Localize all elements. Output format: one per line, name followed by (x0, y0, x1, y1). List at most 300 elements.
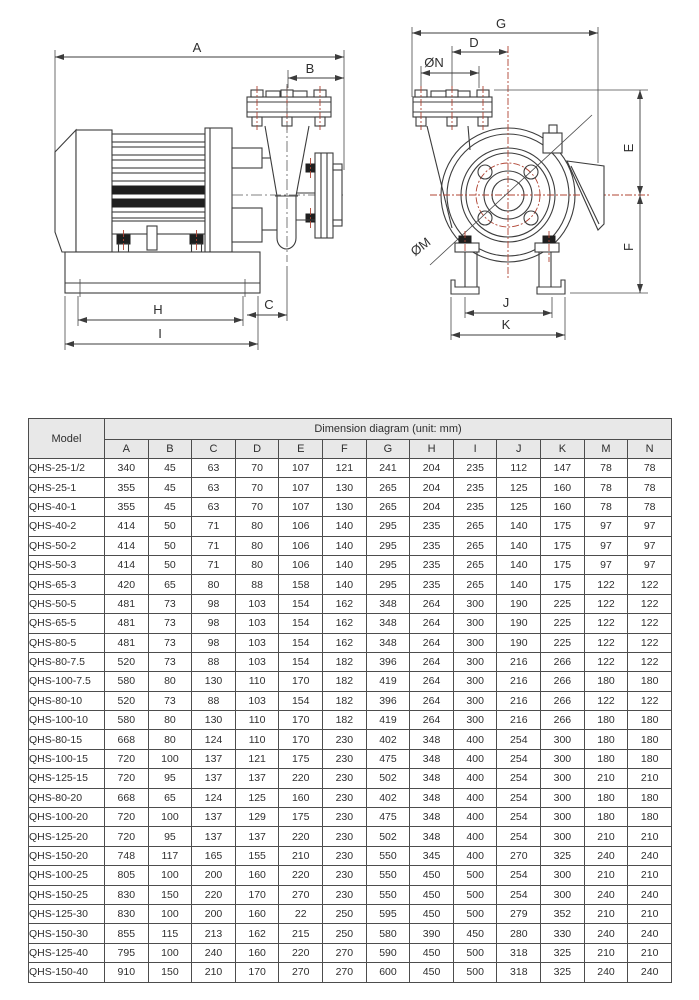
value-cell: 352 (541, 904, 585, 923)
value-cell: 668 (105, 788, 149, 807)
value-cell: 230 (323, 846, 367, 865)
value-cell: 180 (584, 808, 628, 827)
value-cell: 240 (584, 924, 628, 943)
value-cell: 795 (105, 943, 149, 962)
table-row (29, 808, 672, 827)
value-cell: 125 (497, 497, 541, 516)
value-cell: 154 (279, 633, 323, 652)
dim-label-c: C (264, 297, 274, 312)
value-cell: 106 (279, 517, 323, 536)
value-cell: 122 (584, 594, 628, 613)
value-cell: 419 (366, 672, 410, 691)
value-cell: 170 (279, 730, 323, 749)
value-cell: 300 (541, 827, 585, 846)
value-cell: 180 (628, 730, 672, 749)
value-cell: 400 (453, 788, 497, 807)
value-cell: 500 (453, 904, 497, 923)
value-cell: 180 (584, 788, 628, 807)
value-cell: 117 (148, 846, 192, 865)
dim-label-m: ØM (407, 234, 434, 259)
model-cell: QHS-125-30 (29, 904, 105, 923)
value-cell: 580 (105, 711, 149, 730)
value-cell: 300 (541, 866, 585, 885)
value-cell: 22 (279, 904, 323, 923)
model-cell: QHS-25-1/2 (29, 459, 105, 478)
value-cell: 160 (235, 904, 279, 923)
column-header-i: I (453, 440, 497, 459)
value-cell: 110 (235, 711, 279, 730)
value-cell: 230 (323, 885, 367, 904)
dim-label-a: A (192, 40, 202, 55)
model-cell: QHS-80-10 (29, 691, 105, 710)
value-cell: 220 (279, 866, 323, 885)
value-cell: 240 (584, 963, 628, 982)
value-cell: 80 (235, 536, 279, 555)
table-row (29, 846, 672, 865)
value-cell: 137 (192, 749, 236, 768)
column-header-g: G (366, 440, 410, 459)
value-cell: 180 (584, 730, 628, 749)
value-cell: 98 (192, 633, 236, 652)
dim-label-b: B (305, 61, 315, 76)
column-header-c: C (192, 440, 236, 459)
value-cell: 73 (148, 633, 192, 652)
value-cell: 140 (497, 555, 541, 574)
value-cell: 210 (628, 769, 672, 788)
value-cell: 110 (235, 672, 279, 691)
value-cell: 254 (497, 885, 541, 904)
value-cell: 73 (148, 614, 192, 633)
value-cell: 500 (453, 866, 497, 885)
value-cell: 180 (628, 672, 672, 691)
column-header-n: N (628, 440, 672, 459)
value-cell: 254 (497, 769, 541, 788)
value-cell: 500 (453, 963, 497, 982)
value-cell: 210 (584, 866, 628, 885)
value-cell: 175 (541, 575, 585, 594)
value-cell: 830 (105, 904, 149, 923)
value-cell: 225 (541, 614, 585, 633)
table-row (29, 749, 672, 768)
value-cell: 130 (323, 497, 367, 516)
value-cell: 137 (192, 769, 236, 788)
value-cell: 175 (541, 555, 585, 574)
value-cell: 270 (323, 963, 367, 982)
value-cell: 125 (497, 478, 541, 497)
value-cell: 215 (279, 924, 323, 943)
value-cell: 98 (192, 614, 236, 633)
value-cell: 400 (453, 749, 497, 768)
value-cell: 720 (105, 808, 149, 827)
value-cell: 855 (105, 924, 149, 943)
value-cell: 175 (541, 536, 585, 555)
dim-label-k: K (501, 317, 511, 332)
column-header-h: H (410, 440, 454, 459)
value-cell: 225 (541, 594, 585, 613)
value-cell: 80 (192, 575, 236, 594)
value-cell: 400 (453, 769, 497, 788)
value-cell: 107 (279, 459, 323, 478)
value-cell: 450 (410, 943, 454, 962)
value-cell: 97 (584, 536, 628, 555)
value-cell: 720 (105, 749, 149, 768)
value-cell: 63 (192, 478, 236, 497)
value-cell: 265 (453, 517, 497, 536)
value-cell: 140 (497, 575, 541, 594)
value-cell: 520 (105, 691, 149, 710)
table-row (29, 555, 672, 574)
value-cell: 162 (323, 633, 367, 652)
dimension-table (28, 418, 672, 983)
value-cell: 240 (628, 924, 672, 943)
model-cell: QHS-80-5 (29, 633, 105, 652)
value-cell: 400 (453, 846, 497, 865)
value-cell: 190 (497, 614, 541, 633)
value-cell: 98 (192, 594, 236, 613)
value-cell: 107 (279, 497, 323, 516)
value-cell: 103 (235, 614, 279, 633)
value-cell: 155 (235, 846, 279, 865)
value-cell: 348 (366, 614, 410, 633)
value-cell: 170 (235, 963, 279, 982)
table-row (29, 924, 672, 943)
column-header-m: M (584, 440, 628, 459)
value-cell: 481 (105, 594, 149, 613)
value-cell: 122 (584, 575, 628, 594)
value-cell: 80 (148, 730, 192, 749)
value-cell: 121 (323, 459, 367, 478)
value-cell: 241 (366, 459, 410, 478)
value-cell: 175 (279, 749, 323, 768)
value-cell: 348 (410, 808, 454, 827)
table-row (29, 459, 672, 478)
value-cell: 210 (628, 943, 672, 962)
value-cell: 250 (323, 924, 367, 943)
table-row (29, 497, 672, 516)
value-cell: 254 (497, 866, 541, 885)
value-cell: 345 (410, 846, 454, 865)
value-cell: 80 (235, 555, 279, 574)
value-cell: 137 (192, 827, 236, 846)
value-cell: 50 (148, 536, 192, 555)
value-cell: 220 (279, 769, 323, 788)
value-cell: 402 (366, 730, 410, 749)
value-cell: 270 (497, 846, 541, 865)
value-cell: 122 (628, 652, 672, 671)
value-cell: 235 (410, 517, 454, 536)
value-cell: 355 (105, 497, 149, 516)
value-cell: 266 (541, 672, 585, 691)
value-cell: 160 (541, 497, 585, 516)
value-cell: 154 (279, 652, 323, 671)
value-cell: 300 (541, 730, 585, 749)
value-cell: 240 (628, 885, 672, 904)
value-cell: 254 (497, 730, 541, 749)
value-cell: 300 (541, 885, 585, 904)
value-cell: 88 (192, 652, 236, 671)
value-cell: 420 (105, 575, 149, 594)
value-cell: 235 (453, 478, 497, 497)
value-cell: 210 (628, 904, 672, 923)
value-cell: 106 (279, 536, 323, 555)
value-cell: 147 (541, 459, 585, 478)
column-header-a: A (105, 440, 149, 459)
value-cell: 182 (323, 652, 367, 671)
value-cell: 250 (323, 904, 367, 923)
value-cell: 180 (584, 711, 628, 730)
value-cell: 160 (279, 788, 323, 807)
value-cell: 580 (366, 924, 410, 943)
value-cell: 225 (541, 633, 585, 652)
value-cell: 348 (366, 594, 410, 613)
model-cell: QHS-100-25 (29, 866, 105, 885)
column-header-b: B (148, 440, 192, 459)
model-cell: QHS-150-20 (29, 846, 105, 865)
value-cell: 235 (453, 497, 497, 516)
dim-label-f: F (621, 243, 636, 251)
bolt-circle-leader (430, 115, 592, 265)
value-cell: 180 (628, 808, 672, 827)
dim-label-e: E (621, 143, 636, 153)
value-cell: 80 (235, 517, 279, 536)
value-cell: 137 (192, 808, 236, 827)
value-cell: 115 (148, 924, 192, 943)
value-cell: 300 (453, 614, 497, 633)
value-cell: 265 (453, 575, 497, 594)
value-cell: 122 (628, 594, 672, 613)
value-cell: 500 (453, 943, 497, 962)
value-cell: 414 (105, 536, 149, 555)
column-header-j: J (497, 440, 541, 459)
value-cell: 230 (323, 866, 367, 885)
table-row (29, 633, 672, 652)
value-cell: 78 (584, 497, 628, 516)
value-cell: 122 (628, 614, 672, 633)
value-cell: 265 (366, 497, 410, 516)
value-cell: 300 (541, 749, 585, 768)
value-cell: 162 (235, 924, 279, 943)
value-cell: 216 (497, 691, 541, 710)
motor-body (55, 128, 232, 252)
value-cell: 230 (323, 827, 367, 846)
value-cell: 63 (192, 459, 236, 478)
value-cell: 122 (584, 691, 628, 710)
value-cell: 154 (279, 594, 323, 613)
model-cell: QHS-50-3 (29, 555, 105, 574)
value-cell: 80 (148, 672, 192, 691)
value-cell: 270 (323, 943, 367, 962)
value-cell: 100 (148, 808, 192, 827)
table-row (29, 769, 672, 788)
value-cell: 175 (541, 517, 585, 536)
value-cell: 129 (235, 808, 279, 827)
value-cell: 165 (192, 846, 236, 865)
value-cell: 70 (235, 497, 279, 516)
value-cell: 580 (105, 672, 149, 691)
value-cell: 122 (628, 633, 672, 652)
value-cell: 78 (628, 497, 672, 516)
value-cell: 475 (366, 749, 410, 768)
value-cell: 300 (541, 769, 585, 788)
table-row (29, 517, 672, 536)
value-cell: 154 (279, 614, 323, 633)
value-cell: 264 (410, 652, 454, 671)
value-cell: 210 (584, 769, 628, 788)
value-cell: 122 (584, 652, 628, 671)
value-cell: 348 (410, 788, 454, 807)
value-cell: 200 (192, 866, 236, 885)
value-cell: 295 (366, 575, 410, 594)
value-cell: 140 (323, 517, 367, 536)
model-cell: QHS-40-2 (29, 517, 105, 536)
value-cell: 595 (366, 904, 410, 923)
value-cell: 348 (366, 633, 410, 652)
suction-funnel (427, 126, 452, 228)
value-cell: 264 (410, 672, 454, 691)
value-cell: 162 (323, 594, 367, 613)
dim-label-i: I (158, 326, 162, 341)
value-cell: 180 (628, 749, 672, 768)
model-cell: QHS-50-5 (29, 594, 105, 613)
value-cell: 230 (323, 730, 367, 749)
value-cell: 264 (410, 691, 454, 710)
value-cell: 182 (323, 672, 367, 691)
value-cell: 45 (148, 459, 192, 478)
value-cell: 230 (323, 808, 367, 827)
value-cell: 78 (584, 478, 628, 497)
dim-label-g: G (495, 16, 507, 31)
value-cell: 122 (584, 633, 628, 652)
value-cell: 210 (192, 963, 236, 982)
model-cell: QHS-65-5 (29, 614, 105, 633)
value-cell: 240 (628, 963, 672, 982)
value-cell: 210 (628, 827, 672, 846)
value-cell: 300 (541, 808, 585, 827)
value-cell: 103 (235, 594, 279, 613)
value-cell: 550 (366, 846, 410, 865)
value-cell: 103 (235, 652, 279, 671)
value-cell: 122 (584, 614, 628, 633)
value-cell: 502 (366, 769, 410, 788)
value-cell: 348 (410, 769, 454, 788)
value-cell: 220 (279, 943, 323, 962)
model-cell: QHS-50-2 (29, 536, 105, 555)
value-cell: 95 (148, 769, 192, 788)
value-cell: 182 (323, 711, 367, 730)
value-cell: 400 (453, 730, 497, 749)
value-cell: 254 (497, 808, 541, 827)
value-cell: 70 (235, 478, 279, 497)
value-cell: 265 (453, 536, 497, 555)
value-cell: 550 (366, 866, 410, 885)
value-cell: 748 (105, 846, 149, 865)
value-cell: 88 (235, 575, 279, 594)
value-cell: 270 (279, 885, 323, 904)
group-header: Dimension diagram (unit: mm) (105, 419, 672, 440)
value-cell: 71 (192, 555, 236, 574)
value-cell: 70 (235, 459, 279, 478)
value-cell: 170 (279, 711, 323, 730)
value-cell: 210 (584, 827, 628, 846)
value-cell: 137 (235, 769, 279, 788)
column-header-f: F (323, 440, 367, 459)
model-cell: QHS-125-15 (29, 769, 105, 788)
value-cell: 100 (148, 943, 192, 962)
pump-side-view (55, 40, 346, 350)
model-cell: QHS-150-25 (29, 885, 105, 904)
value-cell: 414 (105, 517, 149, 536)
value-cell: 106 (279, 555, 323, 574)
value-cell: 300 (453, 672, 497, 691)
value-cell: 140 (323, 555, 367, 574)
value-cell: 396 (366, 691, 410, 710)
value-cell: 279 (497, 904, 541, 923)
value-cell: 240 (584, 885, 628, 904)
value-cell: 502 (366, 827, 410, 846)
value-cell: 481 (105, 633, 149, 652)
value-cell: 500 (453, 885, 497, 904)
value-cell: 121 (235, 749, 279, 768)
value-cell: 103 (235, 691, 279, 710)
value-cell: 450 (410, 885, 454, 904)
value-cell: 130 (323, 478, 367, 497)
value-cell: 325 (541, 943, 585, 962)
value-cell: 414 (105, 555, 149, 574)
value-cell: 348 (410, 730, 454, 749)
value-cell: 235 (410, 575, 454, 594)
value-cell: 210 (584, 904, 628, 923)
value-cell: 216 (497, 652, 541, 671)
value-cell: 100 (148, 866, 192, 885)
discharge-flange (247, 86, 331, 130)
value-cell: 73 (148, 691, 192, 710)
value-cell: 240 (584, 846, 628, 865)
value-cell: 112 (497, 459, 541, 478)
value-cell: 280 (497, 924, 541, 943)
value-cell: 402 (366, 788, 410, 807)
value-cell: 230 (323, 788, 367, 807)
table-row (29, 904, 672, 923)
value-cell: 107 (279, 478, 323, 497)
value-cell: 124 (192, 788, 236, 807)
value-cell: 180 (628, 711, 672, 730)
value-cell: 220 (192, 885, 236, 904)
value-cell: 210 (279, 846, 323, 865)
model-cell: QHS-150-40 (29, 963, 105, 982)
table-body (29, 459, 672, 983)
column-header-d: D (235, 440, 279, 459)
table-row (29, 594, 672, 613)
value-cell: 140 (323, 536, 367, 555)
model-cell: QHS-80-20 (29, 788, 105, 807)
value-cell: 110 (235, 730, 279, 749)
value-cell: 720 (105, 827, 149, 846)
table-row (29, 575, 672, 594)
value-cell: 160 (541, 478, 585, 497)
model-cell: QHS-65-3 (29, 575, 105, 594)
pump-front-view (408, 16, 650, 340)
value-cell: 910 (105, 963, 149, 982)
value-cell: 140 (497, 517, 541, 536)
model-cell: QHS-125-40 (29, 943, 105, 962)
dim-label-j: J (502, 295, 510, 310)
value-cell: 213 (192, 924, 236, 943)
value-cell: 140 (323, 575, 367, 594)
value-cell: 396 (366, 652, 410, 671)
value-cell: 325 (541, 846, 585, 865)
table-row (29, 827, 672, 846)
table-row (29, 963, 672, 982)
